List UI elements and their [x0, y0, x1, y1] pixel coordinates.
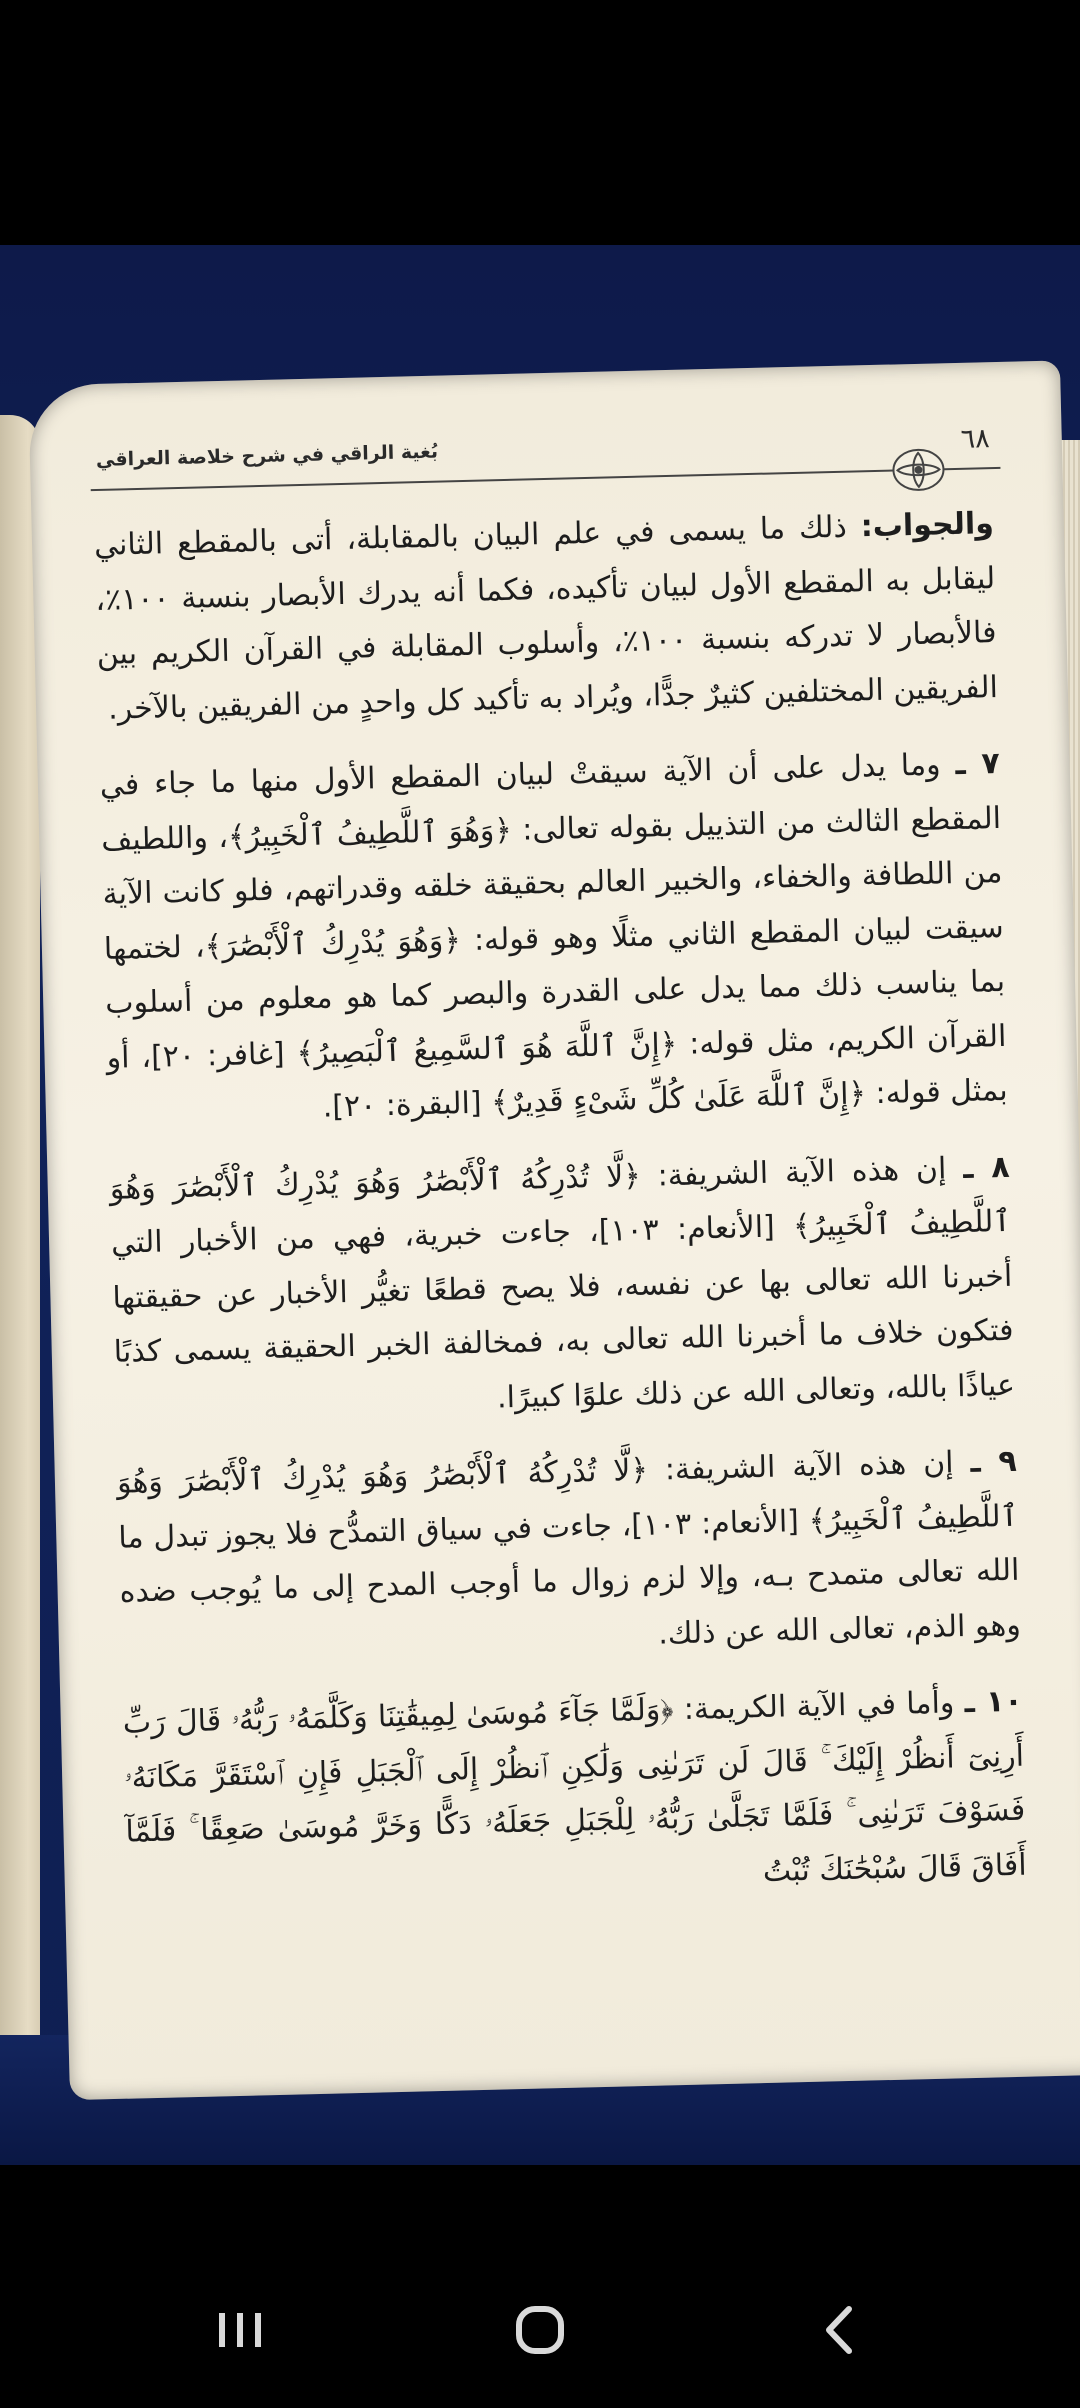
book-page [28, 360, 1080, 2100]
book-photo [0, 245, 1080, 2165]
paragraph-10 [122, 1675, 1027, 1915]
back-icon[interactable] [805, 2295, 875, 2365]
ornament-icon [891, 446, 946, 493]
paragraph-text: ذلك ما يسمى في علم البيان بالمقابلة، أتى بالمقطع الثاني ليقابل به المقطع الأول لبيان تأكيده، فكما أنه يدرك الأبصار بنسبة ١٠٠٪، فالأبصار لا تدركه بنسبة ١٠٠٪، وأسلوب المقابلة في القرآن الكريم بين الفريقين المختلفين كثيرٌ جدًّا، ويُراد به تأكيد كل واحدٍ من الفريقين بالآخر. [93, 509, 999, 727]
paragraph-lead: ٨ ـ [962, 1149, 1010, 1186]
paragraph-text: إن هذه الآية الشريفة: ﴿لَّا تُدْرِكُهُ ٱلْأَبْصَٰرُ وَهُوَ يُدْرِكُ ٱلْأَبْصَٰرَ وَهُوَ ٱللَّطِيفُ ٱلْخَبِيرُ﴾ [الأنعام: ١٠٣]، جاءت في سياق التمدُّح فلا يجوز تبدل ما الله تعالى متمدح بـه، وإلا لزم زوال ما أوجب المدح إلى ما يُوجب ضده وهو الذم، تعالى الله عن ذلك. [116, 1444, 1022, 1652]
home-icon[interactable] [505, 2295, 575, 2365]
system-navigation-bar [0, 2255, 1080, 2408]
page-number: ٦٨ [960, 423, 991, 455]
paragraph-7 [99, 737, 1008, 1140]
paragraph-answer [93, 497, 998, 737]
paragraph-8 [109, 1140, 1015, 1434]
running-head [89, 417, 1000, 499]
paragraph-text: إن هذه الآية الشريفة: ﴿لَّا تُدْرِكُهُ ٱلْأَبْصَٰرُ وَهُوَ يُدْرِكُ ٱلْأَبْصَٰرَ وَهُوَ ٱللَّطِيفُ ٱلْخَبِيرُ﴾ [الأنعام: ١٠٣]، جاءت خبرية، فهي من الأخبار التي أخبرنا الله تعالى بها عن نفسه، فلا يصح قطعًا تغيُّر الأخبار عن حقيقتها فتكون خلاف ما أخبرنا الله تعالى به، فمخالفة الخبر الحقيقة يسمى كذبًا عياذًا بالله، وتعالى الله عن ذلك علوًا كبيرًا. [109, 1150, 1016, 1415]
paragraph-lead: ٧ ـ [954, 745, 1001, 783]
paragraph-9 [116, 1435, 1021, 1675]
paragraph-lead: ١٠ ـ [964, 1683, 1024, 1721]
paragraph-lead: والجواب: [860, 506, 995, 545]
paragraph-text: وأما في الآية الكريمة: ﴿وَلَمَّا جَآءَ مُوسَىٰ لِمِيقَٰتِنَا وَكَلَّمَهُۥ رَبُّهُۥ قَالَ رَبِّ أَرِنِىٓ أَنظُرْ إِلَيْكَ ۚ قَالَ لَن تَرَىٰنِى وَلَٰكِنِ ٱنظُرْ إِلَى ٱلْجَبَلِ فَإِنِ ٱسْتَقَرَّ مَكَانَهُۥ فَسَوْفَ تَرَىٰنِى ۚ فَلَمَّا تَجَلَّىٰ رَبُّهُۥ لِلْجَبَلِ جَعَلَهُۥ دَكًّا وَخَرَّ مُوسَىٰ صَعِقًا ۚ فَلَمَّآ أَفَاقَ قَالَ سُبْحَٰنَكَ تُبْتُ [122, 1685, 1028, 1889]
running-title: بُغية الراقي في شرح خلاصة العراقي [95, 440, 439, 471]
header-rule [91, 467, 1001, 491]
paragraph-lead: ٩ ـ [969, 1443, 1018, 1480]
paragraph-text: وما يدل على أن الآية سيقتْ لبيان المقطع الأول منها ما جاء في المقطع الثالث من التذييل بقوله تعالى: ﴿وَهُوَ ٱللَّطِيفُ ٱلْخَبِيرُ﴾، واللطيف من اللطافة والخفاء، والخبير العالم بحقيقة خلقه وقدراتهم، فلو كانت الآية سيقت لبيان المقطع الثاني مثلًا وهو قوله: ﴿وَهُوَ يُدْرِكُ ٱلْأَبْصَٰرَ﴾، لختمها بما يناسب ذلك مما يدل على القدرة والبصر كما هو معلوم من أسلوب القرآن الكريم، مثل قوله: ﴿إِنَّ ٱللَّهَ هُوَ ٱلسَّمِيعُ ٱلْبَصِيرُ﴾ [غافر: ٢٠]، أو بمثل قوله: ﴿إِنَّ ٱللَّهَ عَلَىٰ كُلِّ شَىْءٍ قَدِيرٌ﴾ [البقرة: ٢٠]. [99, 747, 1009, 1125]
recents-icon[interactable] [205, 2295, 275, 2365]
page-body [93, 497, 1027, 1937]
